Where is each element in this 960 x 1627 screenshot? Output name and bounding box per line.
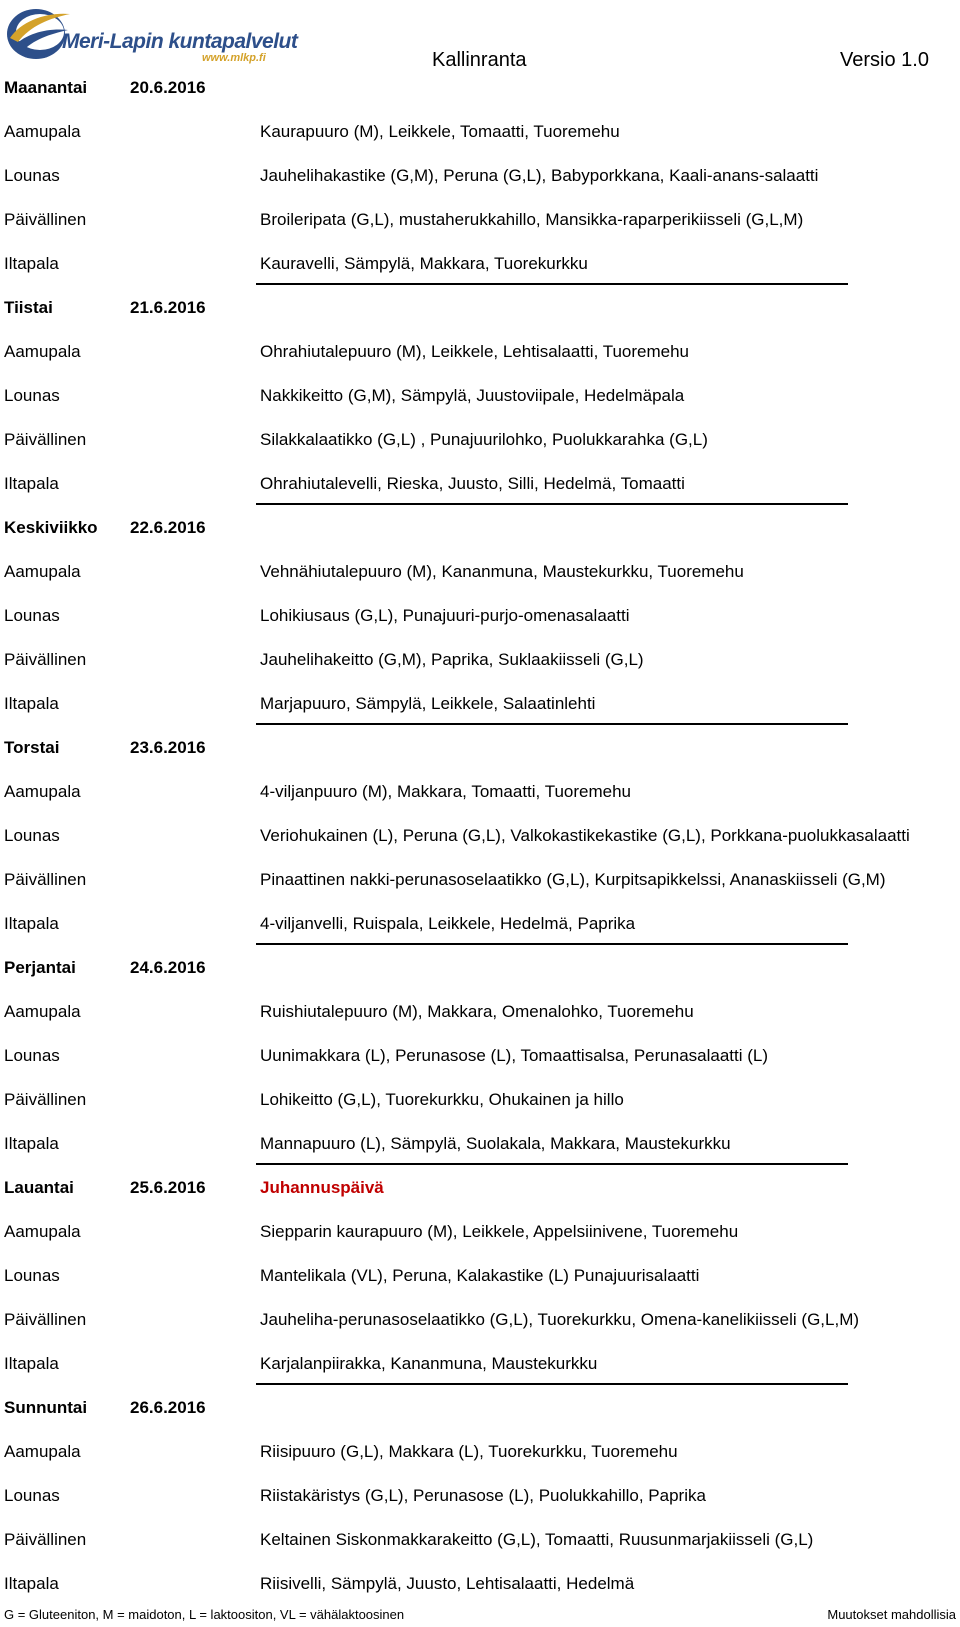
meal-label: Aamupala — [4, 562, 81, 581]
day-date: 24.6.2016 — [130, 958, 206, 977]
location-title: Kallinranta — [432, 49, 527, 71]
meal-label: Päivällinen — [4, 210, 87, 229]
meal-menu: Jauhelihakastike (G,M), Peruna (G,L), Babyporkkana, Kaali-anans-salaatti — [260, 166, 819, 185]
day-header — [0, 1386, 960, 1430]
day-date: 26.6.2016 — [130, 1398, 206, 1417]
meal-label: Päivällinen — [4, 1530, 87, 1549]
meal-row — [0, 682, 960, 726]
meal-row — [0, 154, 960, 198]
day-name: Torstai — [4, 738, 60, 757]
day-header — [0, 726, 960, 770]
meal-row — [0, 550, 960, 594]
meal-row — [0, 1518, 960, 1562]
meal-label: Lounas — [4, 606, 60, 625]
diet-legend: G = Gluteeniton, M = maidoton, L = laktoositon, VL = vähälaktoosinen — [4, 1607, 405, 1622]
day-name: Maanantai — [4, 78, 88, 97]
meal-menu: Ohrahiutalevelli, Rieska, Juusto, Silli, Hedelmä, Tomaatti — [260, 474, 685, 493]
meal-menu: Kaurapuuro (M), Leikkele, Tomaatti, Tuoremehu — [260, 122, 620, 141]
meal-label: Päivällinen — [4, 870, 87, 889]
day-name: Sunnuntai — [4, 1398, 88, 1417]
meal-row — [0, 1562, 960, 1606]
meal-menu: Vehnähiutalepuuro (M), Kananmuna, Maustekurkku, Tuoremehu — [260, 562, 744, 581]
meal-menu: Pinaattinen nakki-perunasoselaatikko (G,L), Kurpitsapikkelssi, Ananaskiisseli (G,M) — [260, 870, 886, 889]
meal-menu: 4-viljanvelli, Ruispala, Leikkele, Hedelmä, Paprika — [260, 914, 636, 933]
day-name: Perjantai — [4, 958, 76, 977]
meal-row — [0, 770, 960, 814]
day-name: Keskiviikko — [4, 518, 98, 537]
meal-row — [0, 902, 960, 946]
meal-label: Päivällinen — [4, 1310, 87, 1329]
day-header — [0, 946, 960, 990]
day-block — [0, 1166, 960, 1386]
day-block — [0, 726, 960, 946]
meal-label: Päivällinen — [4, 430, 87, 449]
day-block — [0, 1386, 960, 1606]
meal-row — [0, 594, 960, 638]
meal-menu: Riistakäristys (G,L), Perunasose (L), Puolukkahillo, Paprika — [260, 1486, 706, 1505]
meal-menu: Lohikeitto (G,L), Tuorekurkku, Ohukainen ja hillo — [260, 1090, 624, 1109]
meal-menu: Riisivelli, Sämpylä, Juusto, Lehtisalaatti, Hedelmä — [260, 1574, 635, 1593]
meal-menu: Ohrahiutalepuuro (M), Leikkele, Lehtisalaatti, Tuoremehu — [260, 342, 690, 361]
meal-menu: Mantelikala (VL), Peruna, Kalakastike (L) Punajuurisalaatti — [260, 1266, 700, 1285]
meal-label: Iltapala — [4, 1354, 59, 1373]
meal-label: Aamupala — [4, 1442, 81, 1461]
logo-name: Meri-Lapin kuntapalvelut — [62, 30, 298, 53]
meal-row — [0, 1034, 960, 1078]
meal-label: Päivällinen — [4, 1090, 87, 1109]
meal-label: Aamupala — [4, 342, 81, 361]
day-header — [0, 286, 960, 330]
meal-menu: Siepparin kaurapuuro (M), Leikkele, Appelsiinivene, Tuoremehu — [260, 1222, 739, 1241]
meal-row — [0, 1210, 960, 1254]
meal-label: Lounas — [4, 1046, 60, 1065]
day-header — [0, 506, 960, 550]
day-header — [0, 1166, 960, 1210]
meal-menu: Karjalanpiirakka, Kananmuna, Maustekurkku — [260, 1354, 598, 1373]
meal-row — [0, 990, 960, 1034]
meal-menu: Lohikiusaus (G,L), Punajuuri-purjo-omenasalaatti — [260, 606, 630, 625]
meal-menu: Keltainen Siskonmakkarakeitto (G,L), Tomaatti, Ruusunmarjakiisseli (G,L) — [260, 1530, 814, 1549]
meal-menu: Riisipuuro (G,L), Makkara (L), Tuorekurkku, Tuoremehu — [260, 1442, 678, 1461]
meal-row — [0, 1254, 960, 1298]
meal-row — [0, 1078, 960, 1122]
meal-row — [0, 242, 960, 286]
meal-label: Aamupala — [4, 782, 81, 801]
meal-menu: Marjapuuro, Sämpylä, Leikkele, Salaatinlehti — [260, 694, 596, 713]
day-date: 23.6.2016 — [130, 738, 206, 757]
meal-label: Lounas — [4, 1486, 60, 1505]
day-date: 22.6.2016 — [130, 518, 206, 537]
meal-label: Lounas — [4, 166, 60, 185]
meal-row — [0, 374, 960, 418]
meal-row — [0, 462, 960, 506]
meal-menu: Broileripata (G,L), mustaherukkahillo, Mansikka-raparperikiisseli (G,L,M) — [260, 210, 804, 229]
meal-row — [0, 198, 960, 242]
meal-label: Päivällinen — [4, 650, 87, 669]
meal-row — [0, 1122, 960, 1166]
day-date: 20.6.2016 — [130, 78, 206, 97]
company-logo — [4, 2, 298, 66]
day-block — [0, 66, 960, 286]
version-label: Versio 1.0 — [840, 49, 929, 71]
meal-row — [0, 1342, 960, 1386]
changes-note: Muutokset mahdollisia — [827, 1607, 956, 1622]
day-name: Lauantai — [4, 1178, 74, 1197]
meal-menu: Kauravelli, Sämpylä, Makkara, Tuorekurkku — [260, 254, 588, 273]
meal-menu: 4-viljanpuuro (M), Makkara, Tomaatti, Tuoremehu — [260, 782, 632, 801]
meal-label: Iltapala — [4, 914, 59, 933]
page-footer — [0, 1605, 960, 1625]
weekly-menu — [0, 66, 960, 1606]
meal-menu: Veriohukainen (L), Peruna (G,L), Valkokastikekastike (G,L), Porkkana-puolukkasalaatti — [260, 826, 910, 845]
day-block — [0, 286, 960, 506]
meal-label: Aamupala — [4, 122, 81, 141]
meal-menu: Nakkikeitto (G,M), Sämpylä, Juustoviipale, Hedelmäpala — [260, 386, 685, 405]
day-block — [0, 506, 960, 726]
meal-menu: Uunimakkara (L), Perunasose (L), Tomaattisalsa, Perunasalaatti (L) — [260, 1046, 769, 1065]
meal-label: Iltapala — [4, 1574, 59, 1593]
meal-menu: Jauheliha-perunasoselaatikko (G,L), Tuorekurkku, Omena-kanelikiisseli (G,L,M) — [260, 1310, 860, 1329]
meal-label: Lounas — [4, 826, 60, 845]
holiday-note: Juhannuspäivä — [260, 1178, 384, 1197]
meal-row — [0, 1474, 960, 1518]
meal-row — [0, 1298, 960, 1342]
meal-row — [0, 330, 960, 374]
meal-row — [0, 1430, 960, 1474]
day-date: 25.6.2016 — [130, 1178, 206, 1197]
meal-menu: Mannapuuro (L), Sämpylä, Suolakala, Makkara, Maustekurkku — [260, 1134, 731, 1153]
meal-menu: Silakkalaatikko (G,L) , Punajuurilohko, Puolukkarahka (G,L) — [260, 430, 708, 449]
meal-menu: Ruishiutalepuuro (M), Makkara, Omenalohko, Tuoremehu — [260, 1002, 694, 1021]
meal-label: Aamupala — [4, 1002, 81, 1021]
meal-label: Iltapala — [4, 694, 59, 713]
meal-label: Lounas — [4, 386, 60, 405]
meal-label: Iltapala — [4, 254, 59, 273]
meal-row — [0, 814, 960, 858]
day-header — [0, 66, 960, 110]
day-name: Tiistai — [4, 298, 53, 317]
meal-row — [0, 418, 960, 462]
meal-label: Iltapala — [4, 1134, 59, 1153]
meal-menu: Jauhelihakeitto (G,M), Paprika, Suklaakiisseli (G,L) — [260, 650, 644, 669]
meal-row — [0, 858, 960, 902]
meal-label: Aamupala — [4, 1222, 81, 1241]
day-date: 21.6.2016 — [130, 298, 206, 317]
meal-row — [0, 638, 960, 682]
meal-label: Iltapala — [4, 474, 59, 493]
meal-label: Lounas — [4, 1266, 60, 1285]
meal-row — [0, 110, 960, 154]
day-block — [0, 946, 960, 1166]
logo-url: www.mlkp.fi — [202, 52, 266, 64]
